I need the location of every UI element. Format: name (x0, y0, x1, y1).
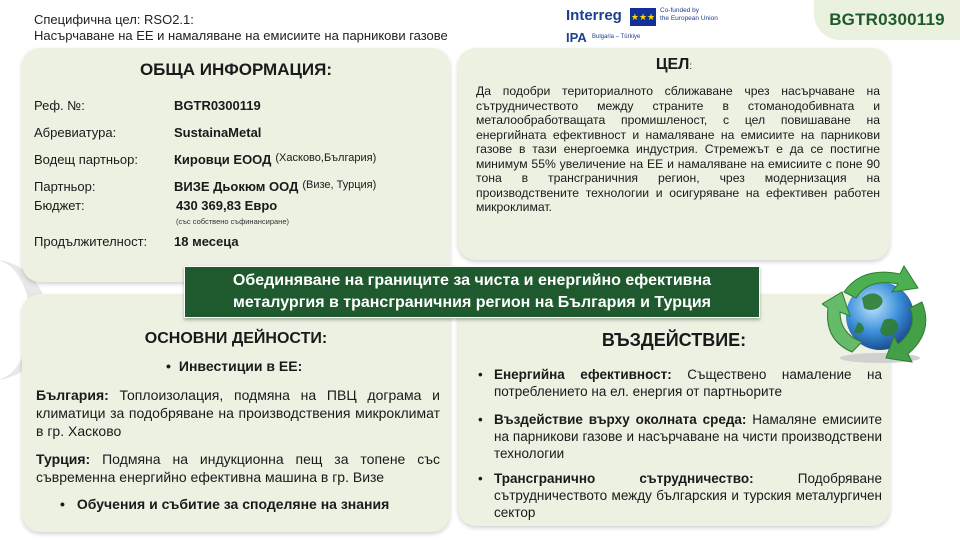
goal-title-suffix: : (689, 61, 693, 72)
bullet-dot: • (166, 358, 171, 374)
impact-text (494, 470, 882, 521)
info-row-acronym (34, 125, 261, 140)
goal-title: ЦЕЛ (655, 56, 690, 73)
info-value: BGTR0300119 (174, 98, 261, 113)
info-label: Бюджет: (34, 198, 85, 213)
info-row-budget (34, 198, 277, 213)
slogan-banner (184, 266, 760, 318)
bullet-dot: • (478, 367, 483, 382)
ipa-wordmark: IPA (566, 30, 587, 45)
info-row-duration (34, 234, 239, 249)
interreg-wordmark: Interreg (566, 7, 622, 24)
interreg-logo (566, 4, 752, 50)
activities-bullet-investments (166, 358, 302, 374)
general-info-card (22, 48, 450, 282)
cofunded-line-2: the European Union (660, 15, 718, 22)
impact-label: Енергийна ефективност: (494, 367, 672, 382)
objective-line-2: Насърчаване на ЕЕ и намаляване на емисиите на парникови газове (34, 28, 448, 43)
impact-description: Намаляне емисиите на парникови газове и насърчаване на чисти производствени технологии (494, 412, 883, 461)
impact-description: Съществено намаление на потреблението на ел. енергия от партньорите (494, 367, 882, 399)
project-code-badge: BGTR0300119 (814, 0, 960, 40)
info-value: 430 369,83 Евро (176, 198, 278, 213)
impact-item-cooperation (478, 470, 882, 521)
impact-label: Въздействие върху околната среда: (494, 412, 747, 427)
bullet-dot: • (478, 412, 483, 427)
info-row-partner (34, 179, 376, 194)
bullet-dot: • (60, 496, 65, 512)
slogan-line-1: Обединяване на границите за чиста и енергийно ефективна (232, 272, 712, 289)
budget-note: (със собствено съфинансиране) (176, 217, 289, 226)
activities-card (22, 294, 450, 532)
info-row-ref (34, 98, 261, 113)
recycling-globe-icon (822, 262, 938, 364)
info-label: Партньор: (34, 179, 96, 194)
info-value: Кировци ЕООД (174, 152, 272, 167)
info-value: 18 месеца (174, 234, 239, 249)
impact-text (494, 411, 882, 462)
impact-item-environment (478, 411, 882, 462)
info-row-lead-partner (34, 152, 376, 167)
slogan-line-2: металургия в трансграничния регион на България и Турция (233, 294, 711, 311)
impact-item-energy (478, 366, 882, 400)
impact-title: ВЪЗДЕЙСТВИЕ: (601, 330, 747, 350)
activity-turkey-text: Подмяна на индукционна пещ за топене със съвременна енергийно ефективна машина в гр. Визе (36, 451, 440, 485)
info-label: Продължителност: (34, 234, 148, 249)
activity-bulgaria-text: Топлоизолация, подмяна на ПВЦ дограма и климатици за подобряване на производствения микроклимат в гр. Хасково (36, 387, 440, 439)
impact-description: Подобряване сътрудничеството между българския и турския металургичен сектор (494, 471, 882, 520)
info-value: ВИЗЕ Дьокюм ООД (174, 179, 299, 194)
activity-bulgaria (36, 386, 440, 440)
activity-turkey (36, 450, 440, 486)
eu-flag-icon: ★★★ (630, 8, 656, 26)
bullet-text: Инвестиции в ЕЕ: (178, 358, 303, 374)
goal-card (458, 48, 890, 260)
info-label: Абревиатура: (34, 125, 117, 140)
specific-objective (34, 12, 448, 44)
goal-text: Да подобри териториалното сближаване чрез насърчаване на сътрудничеството между страните в стоманодобивната и металообработващата промишленост, с цел повишаване на енергийната ефективност и намаляване на емисиите на парникови газове в тази енергоемка индустрия. Стремежът е да се постигне минимум 55% увеличение на ЕЕ и намаляване на емисиите с поне 90 тона в трансграничния регион, чрез модернизация на производствените технологии и осигуряване на ефективен работен микроклимат. (476, 84, 880, 214)
cofunded-text (660, 7, 718, 23)
bullet-text: Обучения и събитие за споделяне на знания (76, 496, 390, 512)
info-label: Водещ партньор: (34, 152, 138, 167)
info-label: Реф. №: (34, 98, 85, 113)
impact-text (494, 366, 882, 400)
goal-title-wrap (458, 56, 890, 74)
objective-line-1: Специфична цел: RSO2.1: (34, 12, 194, 27)
impact-label: Трансгранично сътрудничество: (494, 471, 754, 486)
bullet-dot: • (478, 471, 483, 486)
info-value: SustainaMetal (174, 125, 262, 140)
activity-bulgaria-label: България: (36, 387, 109, 403)
cofunded-line-1: Co-funded by (660, 7, 700, 14)
ipa-subtitle: Bulgaria – Türkiye (592, 34, 641, 40)
activities-title: ОСНОВНИ ДЕЙНОСТИ: (144, 330, 328, 347)
activities-bullet-trainings (60, 496, 389, 512)
activity-turkey-label: Турция: (36, 451, 91, 467)
info-note: (Хасково,България) (275, 152, 377, 164)
info-note: (Визе, Турция) (302, 179, 377, 191)
general-info-title: ОБЩА ИНФОРМАЦИЯ: (139, 60, 333, 79)
